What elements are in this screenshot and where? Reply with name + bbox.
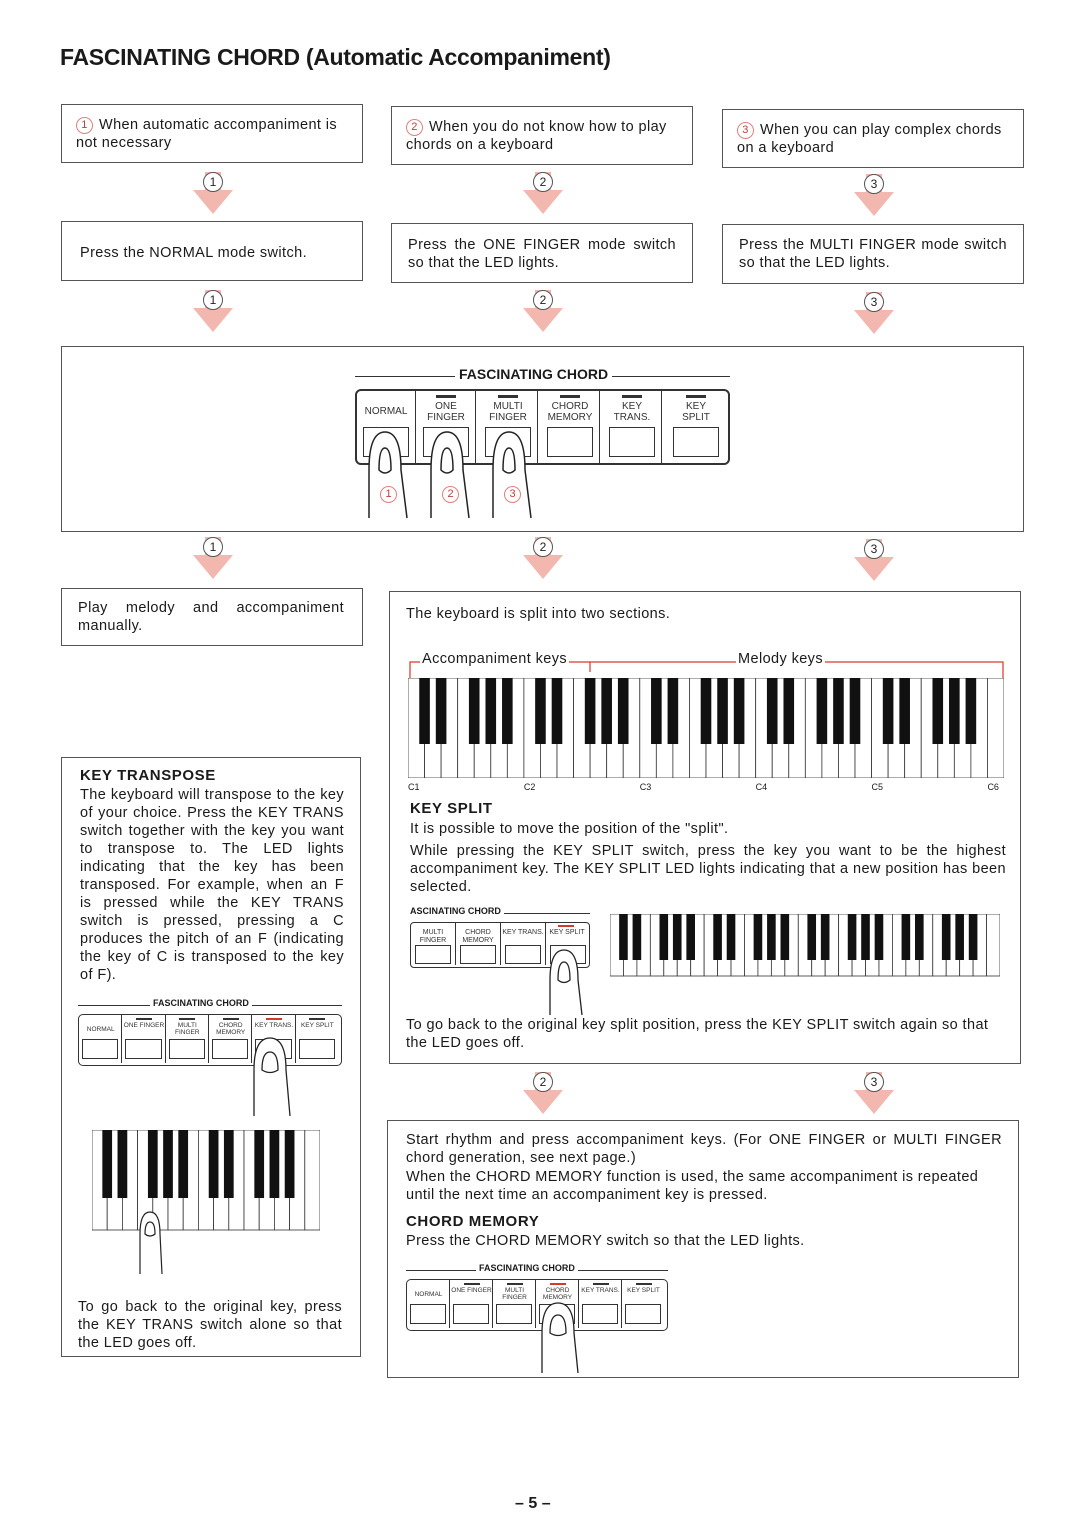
black-key <box>942 914 951 960</box>
multi-finger-switch[interactable] <box>411 923 456 965</box>
key-split-switch[interactable] <box>665 391 727 463</box>
led-on-icon <box>558 925 574 927</box>
small-chord-label: CHORD MEMORY <box>462 929 494 944</box>
down-arrow-icon <box>521 290 565 334</box>
black-key <box>875 914 884 960</box>
led-indicator <box>636 1283 652 1285</box>
step-number-1: 1 <box>76 117 93 134</box>
step-number: 2 <box>533 1072 553 1092</box>
normal-switch[interactable] <box>79 1015 122 1063</box>
led-indicator <box>309 1018 325 1020</box>
octave-label: C3 <box>639 782 652 792</box>
black-key <box>419 678 430 744</box>
keyboard-illustration <box>408 678 1004 778</box>
black-key <box>932 678 943 744</box>
black-key <box>969 914 978 960</box>
transpose-panel-title-text: FASCINATING CHORD <box>150 998 252 1008</box>
switch-label: ONE FINGER <box>451 1287 492 1294</box>
led-indicator <box>136 1018 152 1020</box>
black-key <box>535 678 546 744</box>
octave-label: C6 <box>987 782 999 792</box>
white-key <box>987 914 1000 976</box>
switch-label: CHORD MEMORY <box>542 1287 573 1301</box>
black-key <box>701 678 712 744</box>
black-key <box>502 678 513 744</box>
transpose-keyboard-illustration <box>92 1130 320 1235</box>
panel-title-text: FASCINATING CHORD <box>455 366 612 382</box>
black-key <box>209 1130 219 1198</box>
black-key <box>178 1130 188 1198</box>
black-key <box>949 678 960 744</box>
key-trans-switch[interactable] <box>603 391 662 463</box>
finger-label-2: 2 <box>442 486 459 503</box>
black-key <box>767 914 776 960</box>
down-arrow-icon <box>852 292 896 336</box>
step-number: 3 <box>864 1072 884 1092</box>
one-finger-switch[interactable] <box>450 1280 493 1328</box>
chord-memory-heading: CHORD MEMORY <box>406 1213 540 1230</box>
black-key <box>118 1130 128 1198</box>
led-indicator <box>223 1018 239 1020</box>
black-key <box>469 678 480 744</box>
down-arrow-icon <box>521 1072 565 1116</box>
one-finger-label: ONE FINGER <box>427 401 465 423</box>
key-split-label: KEY SPLIT <box>682 401 710 423</box>
key-split-p1: It is possible to move the position of the "split". <box>410 821 729 837</box>
step-number: 2 <box>533 290 553 310</box>
action-box-2 <box>391 223 693 283</box>
black-key <box>861 914 870 960</box>
black-key <box>727 914 736 960</box>
black-key <box>807 914 816 960</box>
black-key <box>659 914 668 960</box>
action-text-3: Press the MULTI FINGER mode switch so that the LED lights. <box>739 237 1007 271</box>
action-text-2: Press the ONE FINGER mode switch so that the LED lights. <box>408 237 676 271</box>
step-number-2: 2 <box>406 119 423 136</box>
white-key <box>305 1130 320 1230</box>
page-number: – 5 – <box>515 1495 551 1512</box>
switch-label: KEY TRANS. <box>581 1287 620 1294</box>
pressing-finger-icon <box>534 1295 584 1375</box>
black-key <box>633 914 642 960</box>
rhythm-p2: When the CHORD MEMORY function is used, the same accompaniment is repeated until the next time an accompaniment key is pressed. <box>406 1169 979 1203</box>
black-key <box>618 678 629 744</box>
key-trans-switch[interactable] <box>579 1280 622 1328</box>
black-key <box>717 678 728 744</box>
down-arrow-icon <box>852 174 896 218</box>
black-key <box>102 1130 112 1198</box>
switch-label: KEY TRANS. <box>254 1022 294 1029</box>
switch-label: CHORD MEMORY <box>216 1022 246 1036</box>
switch-label: MULTI FINGER <box>502 1287 527 1301</box>
black-key <box>833 678 844 744</box>
result-text-1: Play melody and accompaniment manually. <box>78 600 344 634</box>
black-key <box>883 678 894 744</box>
step-number: 3 <box>864 292 884 312</box>
action-box-3 <box>722 224 1024 284</box>
action-text-1: Press the NORMAL mode switch. <box>80 245 308 261</box>
chord-memory-text: Press the CHORD MEMORY switch so that the LED lights. <box>406 1233 805 1249</box>
case-box-1 <box>61 104 363 163</box>
key-transpose-box <box>61 757 361 1357</box>
key-transpose-heading: KEY TRANSPOSE <box>80 767 216 784</box>
accompaniment-keys-label: Accompaniment keys <box>422 651 568 667</box>
case-box-2 <box>391 106 693 165</box>
led-indicator <box>550 1283 566 1285</box>
white-key <box>987 678 1004 778</box>
black-key <box>485 678 496 744</box>
octave-label: C4 <box>755 782 768 792</box>
key-split-switch[interactable] <box>296 1015 339 1063</box>
down-arrow-icon <box>191 172 235 216</box>
one-finger-switch[interactable] <box>122 1015 165 1063</box>
black-key <box>270 1130 280 1198</box>
down-arrow-icon <box>852 539 896 583</box>
small-split-label: KEY SPLIT <box>549 929 585 936</box>
switch-label: MULTI FINGER <box>175 1022 200 1036</box>
rhythm-box <box>387 1120 1019 1378</box>
memory-panel-title-text: FASCINATING CHORD <box>476 1263 578 1273</box>
led-indicator <box>464 1283 480 1285</box>
black-key <box>850 678 861 744</box>
chord-memory-label: CHORD MEMORY <box>547 401 593 423</box>
black-key <box>821 914 830 960</box>
down-arrow-icon <box>521 537 565 581</box>
step-number-3: 3 <box>737 122 754 139</box>
octave-labels <box>408 782 1004 796</box>
rhythm-p1: Start rhythm and press accompaniment keys. (For ONE FINGER or MULTI FINGER chord generation, see next page.) <box>406 1132 1002 1166</box>
case-text-2: When you do not know how to play chords on a keyboard <box>406 119 667 153</box>
black-key <box>668 678 679 744</box>
black-key <box>955 914 964 960</box>
case-box-3 <box>722 109 1024 168</box>
black-key <box>899 678 910 744</box>
black-key <box>817 678 828 744</box>
black-key <box>734 678 745 744</box>
black-key <box>254 1130 264 1198</box>
led-indicator <box>593 1283 609 1285</box>
multi-finger-switch[interactable] <box>493 1280 536 1328</box>
black-key <box>767 678 778 744</box>
step-number: 1 <box>203 537 223 557</box>
black-key <box>848 914 857 960</box>
chord-memory-switch[interactable] <box>456 923 501 965</box>
step-number: 2 <box>533 537 553 557</box>
key-transpose-body: The keyboard will transpose to the key of your choice. Press the KEY TRANS switch together with the key you want to transpose to. The LED lights indicating that the key has been transposed. For example, when an F is pressed while the KEY TRANS switch is pressed, pressing a C produces the pitch of an F (indicating the key of C is transposed to the key of F). <box>80 787 344 983</box>
pressing-finger-icon <box>242 1028 302 1118</box>
key-trans-label: KEY TRANS. <box>613 401 651 423</box>
octave-label: C2 <box>523 782 536 792</box>
step-number: 1 <box>203 290 223 310</box>
black-key <box>966 678 977 744</box>
down-arrow-icon <box>191 537 235 581</box>
black-key <box>224 1130 234 1198</box>
black-key <box>163 1130 173 1198</box>
switch-label: NORMAL <box>86 1026 115 1033</box>
black-key <box>285 1130 295 1198</box>
black-key <box>781 914 790 960</box>
black-key <box>585 678 596 744</box>
split-intro: The keyboard is split into two sections. <box>406 606 671 622</box>
down-arrow-icon <box>521 172 565 216</box>
pressing-finger-icon <box>540 942 590 1017</box>
case-text-1: When automatic accompaniment is not necessary <box>76 117 338 151</box>
black-key <box>754 914 763 960</box>
small-multi-label: MULTI FINGER <box>419 929 447 944</box>
finger-label-3: 3 <box>504 486 521 503</box>
step-number: 3 <box>864 539 884 559</box>
melody-keys-label: Melody keys <box>738 651 823 667</box>
transpose-mode-panel <box>78 1014 342 1066</box>
black-key <box>902 914 911 960</box>
led-indicator <box>266 1018 282 1020</box>
black-key <box>673 914 682 960</box>
split-keyboard-illustration <box>610 914 1000 984</box>
black-key <box>552 678 563 744</box>
small-panel-title-text: ASCINATING CHORD <box>410 906 504 916</box>
black-key <box>601 678 612 744</box>
result-box-1 <box>61 588 363 646</box>
switch-label: ONE FINGER <box>123 1022 165 1029</box>
black-key <box>686 914 695 960</box>
multi-finger-label: MULTI FINGER <box>489 401 527 423</box>
black-key <box>619 914 628 960</box>
pressing-fingers-icon <box>355 420 555 520</box>
normal-label: NORMAL <box>364 406 408 417</box>
black-key <box>651 678 662 744</box>
key-split-heading: KEY SPLIT <box>410 800 493 817</box>
pressing-finger-icon <box>136 1206 166 1276</box>
finger-label-1: 1 <box>380 486 397 503</box>
case-text-3: When you can play complex chords on a keyboard <box>737 122 1002 156</box>
switch-label: KEY SPLIT <box>627 1287 660 1294</box>
step-number: 2 <box>533 172 553 192</box>
normal-switch[interactable] <box>407 1280 450 1328</box>
switch-label: NORMAL <box>414 1291 443 1298</box>
down-arrow-icon <box>191 290 235 334</box>
black-key <box>783 678 794 744</box>
octave-label: C1 <box>408 782 420 792</box>
key-split-box <box>389 591 1021 1064</box>
octave-label: C5 <box>871 782 884 792</box>
led-indicator <box>507 1283 523 1285</box>
key-split-p2: While pressing the KEY SPLIT switch, press the key you want to be the highest accompaniment key. The KEY SPLIT LED lights indicating that a new position has been selected. <box>410 843 1006 895</box>
black-key <box>148 1130 158 1198</box>
page-title: FASCINATING CHORD (Automatic Accompaniment) <box>60 44 611 70</box>
black-key <box>915 914 924 960</box>
step-number: 1 <box>203 172 223 192</box>
down-arrow-icon <box>852 1072 896 1116</box>
black-key <box>713 914 722 960</box>
multi-finger-switch[interactable] <box>166 1015 209 1063</box>
small-trans-label: KEY TRANS. <box>502 929 544 936</box>
action-box-1 <box>61 221 363 281</box>
step-number: 3 <box>864 174 884 194</box>
key-transpose-back: To go back to the original key, press the KEY TRANS switch alone so that the LED goes off. <box>78 1299 342 1351</box>
black-key <box>436 678 447 744</box>
switch-label: KEY SPLIT <box>300 1022 334 1029</box>
key-split-switch[interactable] <box>622 1280 665 1328</box>
led-indicator <box>179 1018 195 1020</box>
key-split-back: To go back to the original key split position, press the KEY SPLIT switch again so that the LED goes off. <box>406 1017 989 1051</box>
